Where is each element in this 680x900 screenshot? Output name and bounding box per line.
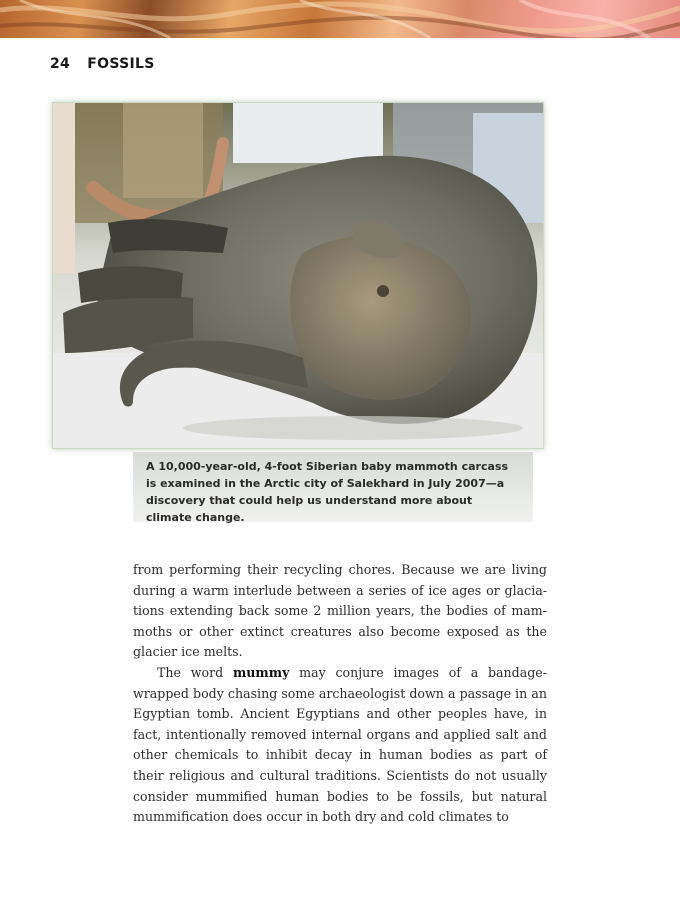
running-header (50, 56, 155, 72)
paragraph-text: The word (157, 664, 233, 680)
paragraph-text: may conjure images of a bandage-wrapped body chasing some archaeologist down a passage in an Egyptian tomb. Ancient Egyptians and other peoples have, in fact, intentionally removed internal organs and applied salt and other chemicals to inhibit decay in human bodies as part of their religious and cultural traditions. Scientists do not usually consider mummified human bodies to be fossils, but natural mummification does occur in both dry and cold climates to (133, 664, 547, 825)
section-title: FOSSILS (87, 56, 155, 72)
paragraph (133, 663, 547, 828)
body-text (133, 560, 547, 828)
glossary-term: mummy (232, 664, 290, 680)
paragraph: from performing their recycling chores. Because we are living during a warm interlude between a series of ice ages or glaciations extending back some 2 million years, the bodies of mammoths or other extinct creatures also become exposed as the glacier ice melts. (133, 562, 547, 660)
banner-texture (0, 0, 680, 38)
mammoth-illustration (53, 103, 543, 448)
decorative-banner (0, 0, 680, 38)
figure-caption (133, 452, 533, 522)
caption-text: A 10,000-year-old, 4-foot Siberian baby mammoth carcass is examined in the Arctic city of Salekhard in July 2007—a discovery that could help us understand more about climate change. (146, 460, 508, 524)
page-number: 24 (50, 56, 71, 72)
mammoth-photo (52, 102, 544, 449)
